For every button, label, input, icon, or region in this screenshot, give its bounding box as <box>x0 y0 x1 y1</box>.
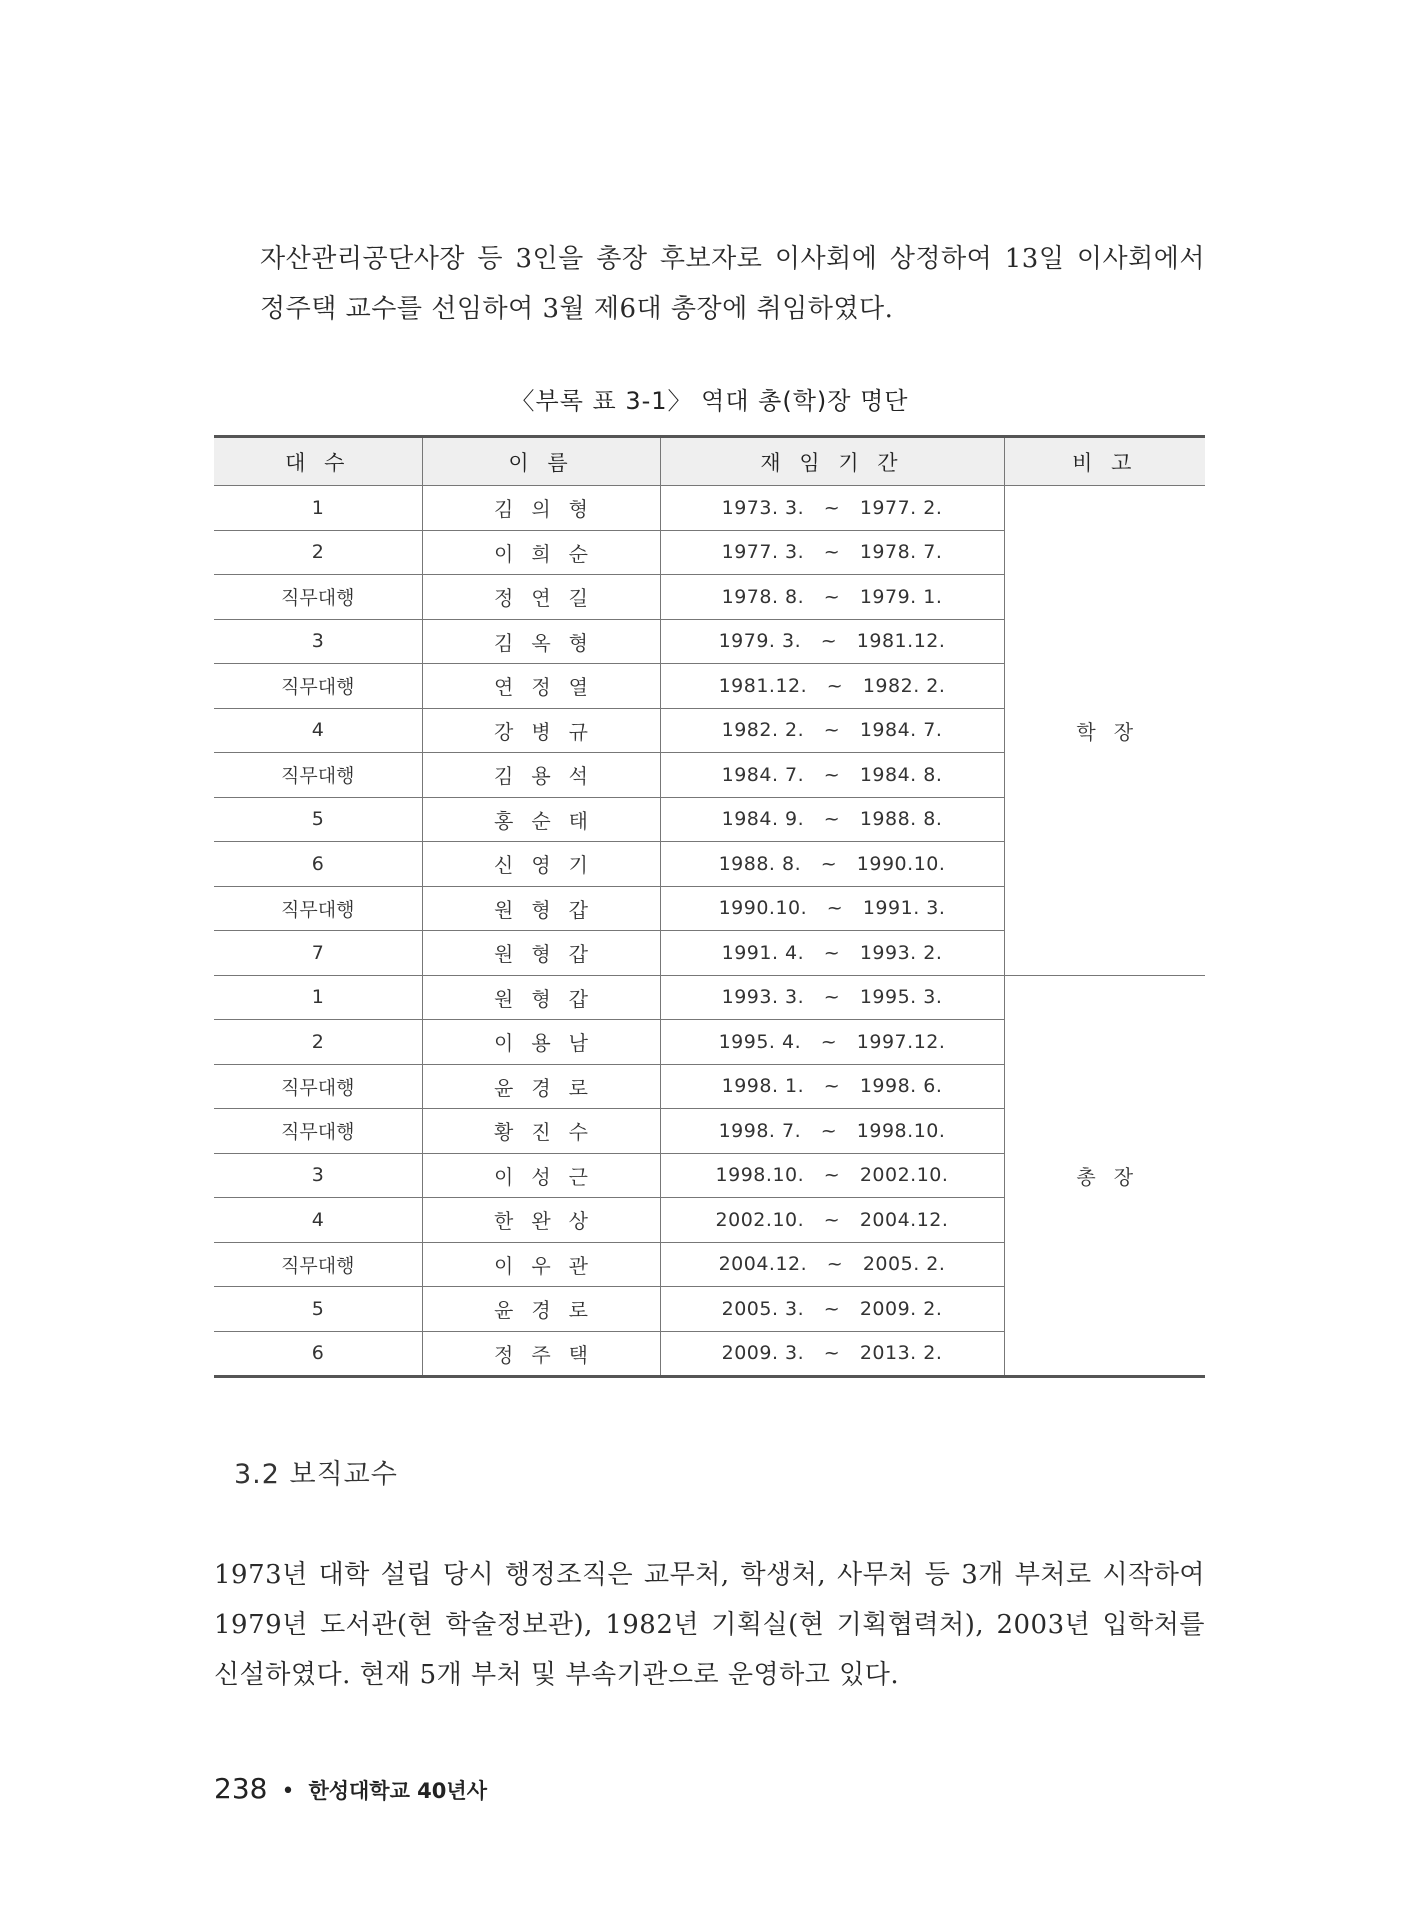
cell-term: 6 <box>214 1331 422 1377</box>
page-number: 238 <box>214 1772 268 1805</box>
cell-period: 1998. 1. ~ 1998. 6. <box>660 1064 1004 1109</box>
cell-term: 3 <box>214 619 422 664</box>
cell-note: 총장 <box>1004 975 1205 1377</box>
cell-period: 1988. 8. ~ 1990.10. <box>660 842 1004 887</box>
cell-name: 홍순태 <box>422 797 660 842</box>
table-header-row <box>214 437 1205 486</box>
cell-name: 연정열 <box>422 664 660 709</box>
cell-period: 1993. 3. ~ 1995. 3. <box>660 975 1004 1020</box>
cell-name: 한완상 <box>422 1198 660 1243</box>
cell-name: 김용석 <box>422 753 660 798</box>
cell-note: 학장 <box>1004 486 1205 976</box>
cell-term: 직무대행 <box>214 664 422 709</box>
cell-period: 1991. 4. ~ 1993. 2. <box>660 931 1004 976</box>
book-title: 한성대학교 40년사 <box>308 1779 487 1803</box>
footer-separator: • <box>281 1779 295 1804</box>
presidents-table <box>214 435 1205 1378</box>
cell-term: 5 <box>214 797 422 842</box>
cell-term: 직무대행 <box>214 575 422 620</box>
cell-name: 신영기 <box>422 842 660 887</box>
cell-period: 2009. 3. ~ 2013. 2. <box>660 1331 1004 1377</box>
cell-name: 김옥형 <box>422 619 660 664</box>
cell-name: 정연길 <box>422 575 660 620</box>
header-term: 대 수 <box>214 437 422 486</box>
cell-name: 강병규 <box>422 708 660 753</box>
cell-name: 원형갑 <box>422 975 660 1020</box>
cell-period: 2005. 3. ~ 2009. 2. <box>660 1287 1004 1332</box>
header-note: 비 고 <box>1004 437 1205 486</box>
cell-period: 2002.10. ~ 2004.12. <box>660 1198 1004 1243</box>
cell-name: 이희순 <box>422 530 660 575</box>
cell-period: 1984. 9. ~ 1988. 8. <box>660 797 1004 842</box>
cell-term: 5 <box>214 1287 422 1332</box>
cell-name: 윤경로 <box>422 1287 660 1332</box>
cell-period: 1973. 3. ~ 1977. 2. <box>660 486 1004 531</box>
page-footer <box>214 1772 487 1805</box>
cell-period: 1982. 2. ~ 1984. 7. <box>660 708 1004 753</box>
cell-term: 1 <box>214 486 422 531</box>
table-caption: 〈부록 표 3-1〉 역대 총(학)장 명단 <box>510 387 909 415</box>
cell-name: 정주택 <box>422 1331 660 1377</box>
cell-term: 4 <box>214 708 422 753</box>
paragraph-top: 자산관리공단사장 등 3인을 총장 후보자로 이사회에 상정하여 13일 이사회에서 정주택 교수를 선임하여 3월 제6대 총장에 취임하였다. <box>260 244 1205 324</box>
cell-name: 원형갑 <box>422 886 660 931</box>
cell-term: 직무대행 <box>214 753 422 798</box>
cell-term: 1 <box>214 975 422 1020</box>
paragraph-bottom: 1973년 대학 설립 당시 행정조직은 교무처, 학생처, 사무처 등 3개 부처로 시작하여 1979년 도서관(현 학술정보관), 1982년 기획실(현 기획협력처), 2003년 입학처를 신설하였다. 현재 5개 부처 및 부속기관으로 운영하고 있다. <box>214 1560 1205 1690</box>
cell-name: 이용남 <box>422 1020 660 1065</box>
cell-term: 직무대행 <box>214 1242 422 1287</box>
cell-name: 이성근 <box>422 1153 660 1198</box>
cell-name: 김의형 <box>422 486 660 531</box>
cell-name: 원형갑 <box>422 931 660 976</box>
cell-term: 7 <box>214 931 422 976</box>
table-row <box>214 486 1205 531</box>
cell-period: 1978. 8. ~ 1979. 1. <box>660 575 1004 620</box>
header-name: 이 름 <box>422 437 660 486</box>
table-body <box>214 486 1205 1377</box>
cell-term: 직무대행 <box>214 1109 422 1154</box>
section-heading: 3.2 보직교수 <box>234 1459 398 1490</box>
cell-term: 4 <box>214 1198 422 1243</box>
cell-name: 윤경로 <box>422 1064 660 1109</box>
cell-period: 1998.10. ~ 2002.10. <box>660 1153 1004 1198</box>
cell-period: 1984. 7. ~ 1984. 8. <box>660 753 1004 798</box>
cell-period: 1990.10. ~ 1991. 3. <box>660 886 1004 931</box>
cell-term: 2 <box>214 530 422 575</box>
cell-term: 3 <box>214 1153 422 1198</box>
header-period: 재 임 기 간 <box>660 437 1004 486</box>
cell-name: 이우관 <box>422 1242 660 1287</box>
cell-period: 1995. 4. ~ 1997.12. <box>660 1020 1004 1065</box>
table-row <box>214 975 1205 1020</box>
cell-period: 1998. 7. ~ 1998.10. <box>660 1109 1004 1154</box>
cell-term: 2 <box>214 1020 422 1065</box>
cell-name: 황진수 <box>422 1109 660 1154</box>
cell-period: 1977. 3. ~ 1978. 7. <box>660 530 1004 575</box>
cell-period: 2004.12. ~ 2005. 2. <box>660 1242 1004 1287</box>
cell-term: 직무대행 <box>214 1064 422 1109</box>
cell-term: 직무대행 <box>214 886 422 931</box>
cell-term: 6 <box>214 842 422 887</box>
cell-period: 1981.12. ~ 1982. 2. <box>660 664 1004 709</box>
cell-period: 1979. 3. ~ 1981.12. <box>660 619 1004 664</box>
